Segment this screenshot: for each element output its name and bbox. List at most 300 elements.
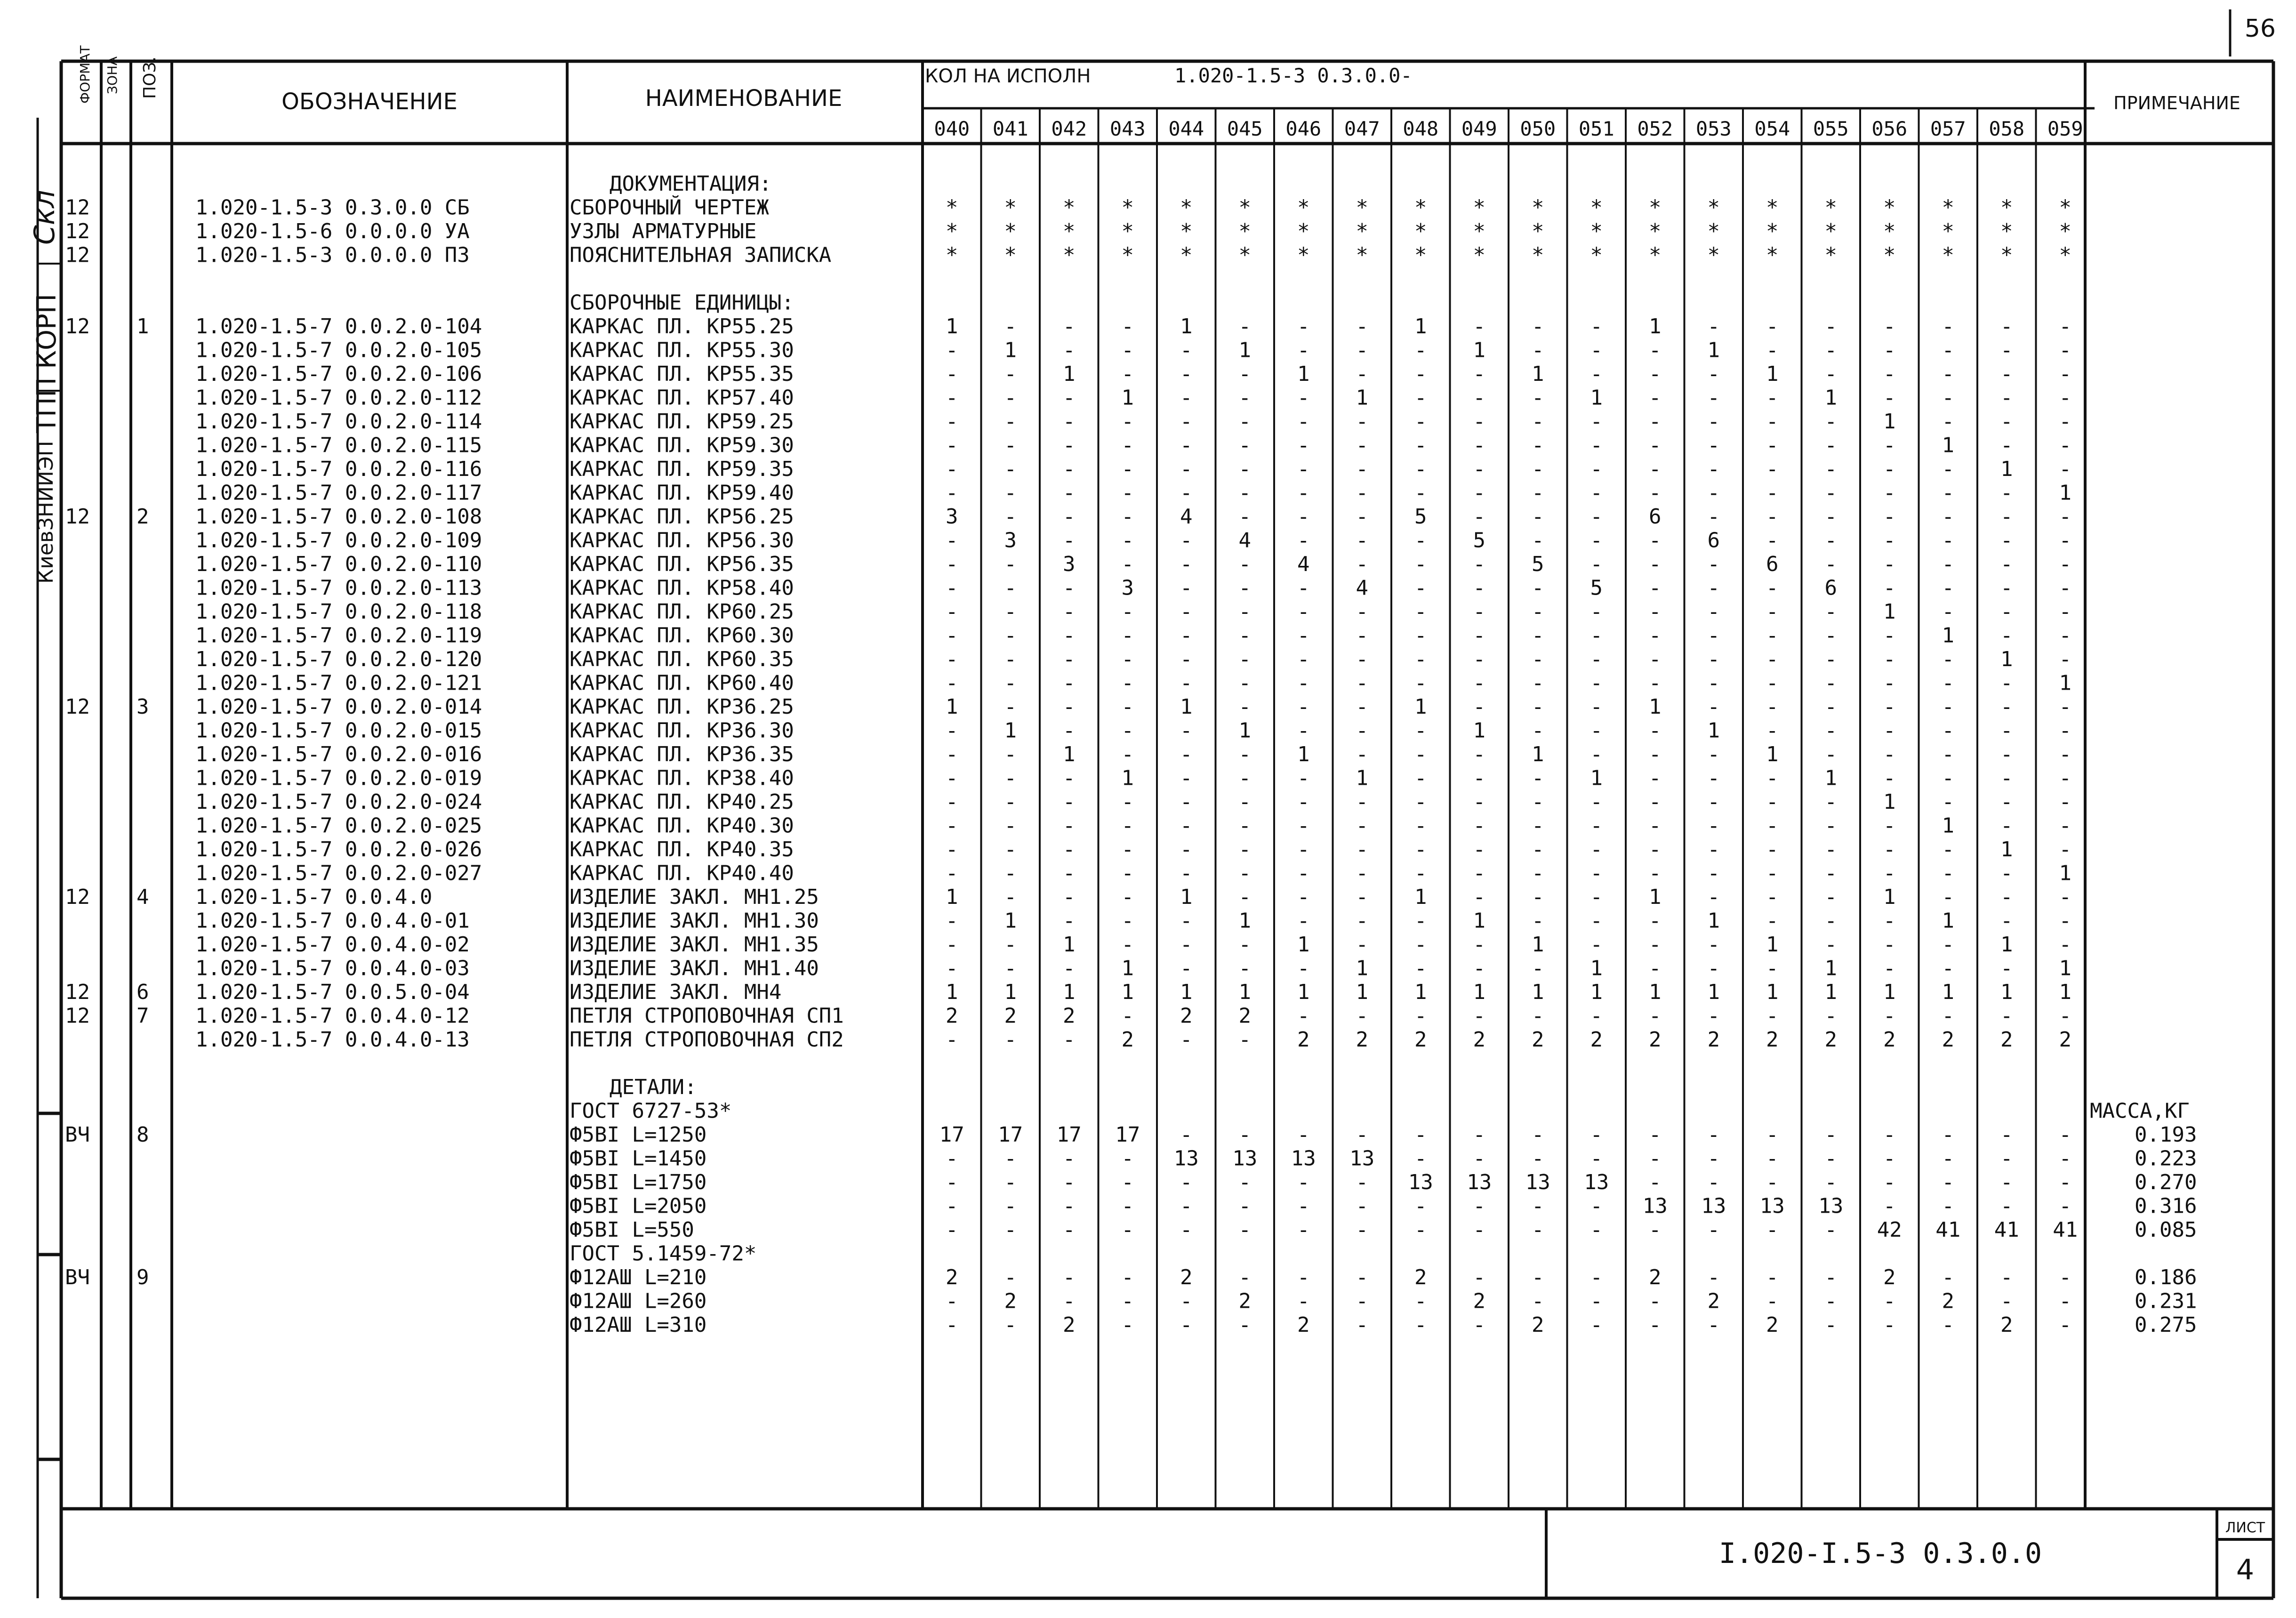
qty-cell: 17	[1056, 1123, 1082, 1147]
qty-cell: -	[1063, 386, 1076, 410]
qty-cell: -	[1532, 909, 1544, 933]
qty-cell: -	[946, 362, 958, 386]
qty-cell: -	[1238, 647, 1251, 671]
pos-cell: 9	[136, 1265, 149, 1289]
qty-cell: -	[1473, 813, 1485, 838]
qty-cell: -	[1590, 790, 1603, 814]
qty-cell: 1	[1942, 980, 1954, 1004]
qty-cell: 41	[2053, 1218, 2078, 1242]
qty-cell: -	[1121, 623, 1134, 648]
qty-cell: -	[1883, 481, 1896, 505]
qty-cell: -	[1590, 600, 1603, 624]
table-row	[570, 1147, 2197, 1171]
qty-cell: -	[1297, 338, 1310, 362]
qty-cell: -	[1649, 1289, 1662, 1313]
qty-cell: -	[1824, 600, 1837, 624]
qty-cell: 3	[946, 505, 958, 529]
qty-cell: -	[1356, 933, 1368, 957]
qty-cell: -	[1707, 837, 1720, 861]
qty-cell: -	[1532, 1194, 1544, 1218]
qty-cell: *	[1238, 219, 1251, 243]
qty-cell: *	[1473, 243, 1485, 267]
qty-cell: 1	[1649, 695, 1662, 719]
qty-cell: -	[1063, 410, 1076, 434]
qty-cell: -	[1824, 742, 1837, 766]
qty-cell: -	[1004, 386, 1017, 410]
name-cell: Ф12АШ L=210	[570, 1265, 707, 1289]
variant-header: 053	[1695, 117, 1732, 140]
qty-cell: -	[1824, 314, 1837, 338]
qty-cell: -	[1824, 790, 1837, 814]
qty-cell: -	[2059, 386, 2071, 410]
qty-cell: 4	[1297, 552, 1310, 576]
qty-cell: -	[1590, 885, 1603, 909]
qty-cell: 1	[2059, 671, 2071, 695]
qty-cell: -	[1356, 1170, 1368, 1194]
qty-cell: -	[1942, 410, 1954, 434]
header-format: ФОРМАТ	[77, 45, 93, 104]
qty-cell: -	[1590, 837, 1603, 861]
qty-cell: -	[1121, 718, 1134, 743]
document-code: I.020-I.5-3 0.3.0.0	[1718, 1537, 2042, 1570]
qty-cell: -	[1473, 481, 1485, 505]
qty-cell: -	[1004, 837, 1017, 861]
note-cell: 0.275	[2135, 1313, 2197, 1337]
qty-cell: -	[1883, 1123, 1896, 1147]
qty-cell: -	[1883, 362, 1896, 386]
qty-cell: -	[1121, 742, 1134, 766]
table-row	[195, 434, 2071, 458]
name-cell: ПЕТЛЯ СТРОПОВОЧНАЯ СП2	[570, 1028, 844, 1052]
qty-cell: -	[946, 766, 958, 790]
qty-cell: -	[1473, 1218, 1485, 1242]
qty-cell: -	[1004, 600, 1017, 624]
qty-cell: *	[1532, 195, 1544, 220]
qty-cell: -	[1883, 314, 1896, 338]
qty-cell: 2	[1180, 1004, 1193, 1028]
qty-cell: -	[1649, 600, 1662, 624]
qty-cell: 2	[1004, 1289, 1017, 1313]
qty-cell: -	[1824, 813, 1837, 838]
qty-cell: -	[2059, 837, 2071, 861]
qty-cell: -	[1121, 909, 1134, 933]
qty-cell: -	[1121, 885, 1134, 909]
qty-cell: -	[1590, 1265, 1603, 1289]
qty-cell: -	[1414, 1146, 1427, 1171]
qty-cell: -	[946, 647, 958, 671]
qty-cell: 2	[2059, 1028, 2071, 1052]
name-cell: КАРКАС ПЛ. КР60.30	[570, 623, 794, 648]
qty-cell: 1	[2000, 933, 2013, 957]
qty-cell: -	[1063, 1218, 1076, 1242]
qty-cell: -	[2059, 1004, 2071, 1028]
qty-cell: -	[1356, 1265, 1368, 1289]
qty-cell: -	[1707, 1218, 1720, 1242]
designation-cell: 1.020-1.5-7 0.0.2.0-121	[195, 671, 482, 695]
qty-cell: 1	[1473, 980, 1485, 1004]
qty-cell: -	[1590, 623, 1603, 648]
qty-cell: -	[1297, 1004, 1310, 1028]
qty-cell: -	[2000, 718, 2013, 743]
designation-cell: 1.020-1.5-7 0.0.2.0-108	[195, 505, 482, 529]
qty-cell: 13	[1525, 1170, 1550, 1194]
qty-cell: 5	[1532, 552, 1544, 576]
qty-cell: *	[1356, 195, 1368, 220]
qty-cell: -	[1649, 790, 1662, 814]
table-row	[570, 1170, 2197, 1194]
qty-cell: -	[1942, 1123, 1954, 1147]
qty-cell: -	[1649, 552, 1662, 576]
qty-cell: -	[1121, 457, 1134, 481]
qty-cell: -	[1414, 1313, 1427, 1337]
qty-cell: -	[946, 1194, 958, 1218]
qty-cell: -	[1766, 647, 1779, 671]
qty-cell: 1	[2059, 956, 2071, 981]
qty-cell: -	[1473, 1004, 1485, 1028]
qty-cell: -	[2000, 410, 2013, 434]
qty-cell: 1	[1180, 695, 1193, 719]
qty-cell: -	[1649, 1123, 1662, 1147]
qty-cell: -	[1824, 1289, 1837, 1313]
qty-cell: -	[1883, 766, 1896, 790]
qty-cell: 1	[1063, 980, 1076, 1004]
qty-cell: -	[1473, 1123, 1485, 1147]
qty-cell: -	[1297, 885, 1310, 909]
table-row	[65, 1265, 2197, 1289]
qty-cell: -	[1297, 861, 1310, 885]
qty-cell: -	[1942, 766, 1954, 790]
name-cell: КАРКАС ПЛ. КР56.35	[570, 552, 794, 576]
qty-cell: -	[1063, 718, 1076, 743]
qty-cell: -	[1238, 362, 1251, 386]
qty-cell: -	[1356, 410, 1368, 434]
qty-cell: 1	[1297, 980, 1310, 1004]
qty-cell: -	[1297, 1218, 1310, 1242]
qty-cell: -	[1824, 1146, 1837, 1171]
designation-cell: 1.020-1.5-7 0.0.4.0-13	[195, 1028, 470, 1052]
qty-cell: -	[1649, 386, 1662, 410]
qty-cell: -	[1180, 909, 1193, 933]
qty-cell: -	[1532, 1218, 1544, 1242]
qty-cell: -	[2000, 552, 2013, 576]
table-row	[570, 1099, 2190, 1123]
qty-cell: -	[1532, 766, 1544, 790]
format-cell: 12	[65, 695, 90, 719]
pos-cell: 3	[136, 695, 149, 719]
qty-cell: *	[1532, 243, 1544, 267]
qty-cell: -	[2000, 505, 2013, 529]
qty-cell: -	[1297, 1194, 1310, 1218]
qty-cell: -	[1356, 552, 1368, 576]
sheet-number: 4	[2236, 1554, 2255, 1586]
name-cell: КАРКАС ПЛ. КР57.40	[570, 386, 794, 410]
format-cell: 12	[65, 219, 90, 243]
qty-cell: -	[1356, 909, 1368, 933]
qty-cell: -	[1356, 885, 1368, 909]
designation-cell: 1.020-1.5-7 0.0.2.0-113	[195, 576, 482, 600]
qty-cell: -	[1532, 528, 1544, 553]
qty-cell: -	[1414, 433, 1427, 458]
qty-cell: -	[1590, 1194, 1603, 1218]
qty-cell: -	[946, 600, 958, 624]
qty-cell: -	[1883, 671, 1896, 695]
qty-cell: -	[946, 481, 958, 505]
qty-cell: -	[1824, 410, 1837, 434]
qty-cell: -	[1532, 813, 1544, 838]
qty-cell: 1	[1414, 695, 1427, 719]
qty-cell: -	[1063, 647, 1076, 671]
qty-cell: 2	[2000, 1028, 2013, 1052]
table-row	[195, 671, 2071, 695]
qty-cell: -	[946, 433, 958, 458]
qty-cell: -	[2059, 433, 2071, 458]
qty-cell: *	[1942, 243, 1954, 267]
qty-cell: -	[1942, 695, 1954, 719]
qty-cell: -	[1180, 1170, 1193, 1194]
qty-cell: -	[1356, 1123, 1368, 1147]
qty-cell: 1	[1238, 338, 1251, 362]
qty-cell: -	[2059, 1123, 2071, 1147]
qty-cell: 1	[1063, 362, 1076, 386]
qty-cell: -	[1063, 314, 1076, 338]
qty-cell: -	[1824, 671, 1837, 695]
qty-cell: -	[1942, 1004, 1954, 1028]
qty-cell: -	[946, 457, 958, 481]
qty-cell: -	[1238, 885, 1251, 909]
format-cell: ВЧ	[65, 1123, 90, 1147]
qty-cell: -	[2000, 885, 2013, 909]
qty-cell: -	[1414, 1004, 1427, 1028]
qty-cell: -	[1121, 1146, 1134, 1171]
qty-cell: -	[2000, 433, 2013, 458]
header-pos: ПОЗ.	[140, 56, 160, 99]
qty-cell: -	[2059, 600, 2071, 624]
name-cell: КАРКАС ПЛ. КР56.25	[570, 505, 794, 529]
qty-cell: -	[1942, 1313, 1954, 1337]
table-row	[195, 529, 2071, 553]
qty-cell: -	[946, 956, 958, 981]
qty-cell: -	[1766, 1123, 1779, 1147]
qty-cell: -	[1532, 718, 1544, 743]
qty-cell: -	[1473, 576, 1485, 600]
qty-cell: 1	[1473, 909, 1485, 933]
qty-cell: -	[1121, 433, 1134, 458]
title-block	[1546, 1509, 2273, 1598]
name-cell: ДОКУМЕНТАЦИЯ:	[610, 172, 772, 196]
name-cell: КАРКАС ПЛ. КР56.30	[570, 528, 794, 553]
qty-cell: 13	[1818, 1194, 1844, 1218]
qty-cell: -	[1707, 790, 1720, 814]
qty-cell: -	[1238, 671, 1251, 695]
qty-cell: -	[1004, 481, 1017, 505]
qty-cell: -	[1649, 647, 1662, 671]
qty-cell: *	[946, 243, 958, 267]
qty-cell: 1	[1942, 813, 1954, 838]
qty-cell: -	[946, 671, 958, 695]
qty-cell: -	[1766, 861, 1779, 885]
qty-cell: -	[1180, 1313, 1193, 1337]
qty-cell: -	[1707, 314, 1720, 338]
qty-cell: 1	[1649, 314, 1662, 338]
designation-cell: 1.020-1.5-7 0.0.2.0-016	[195, 742, 482, 766]
designation-cell: 1.020-1.5-7 0.0.2.0-104	[195, 314, 482, 338]
qty-cell: -	[1180, 576, 1193, 600]
qty-cell: -	[1766, 909, 1779, 933]
name-cell: СБОРОЧНЫЕ ЕДИНИЦЫ:	[570, 290, 794, 315]
qty-cell: -	[1649, 956, 1662, 981]
table-row	[195, 457, 2071, 481]
qty-cell: -	[2059, 528, 2071, 553]
qty-cell: 2	[1473, 1028, 1485, 1052]
designation-cell: 1.020-1.5-7 0.0.2.0-110	[195, 552, 482, 576]
qty-cell: -	[1766, 433, 1779, 458]
qty-cell: *	[1942, 219, 1954, 243]
qty-cell: -	[2059, 410, 2071, 434]
qty-cell: -	[1707, 600, 1720, 624]
qty-cell: -	[2000, 813, 2013, 838]
qty-cell: 1	[1590, 980, 1603, 1004]
qty-cell: -	[1766, 671, 1779, 695]
qty-cell: 1	[1004, 909, 1017, 933]
qty-cell: -	[1121, 671, 1134, 695]
qty-cell: -	[1649, 861, 1662, 885]
qty-cell: -	[1883, 1313, 1896, 1337]
format-cell: 12	[65, 195, 90, 220]
qty-cell: -	[1063, 956, 1076, 981]
qty-cell: -	[1180, 1194, 1193, 1218]
qty-cell: *	[1883, 219, 1896, 243]
qty-cell: -	[1238, 1313, 1251, 1337]
qty-cell: -	[1238, 481, 1251, 505]
qty-cell: *	[1824, 219, 1837, 243]
qty-cell: -	[1414, 813, 1427, 838]
qty-cell: -	[1473, 742, 1485, 766]
qty-cell: -	[1180, 1028, 1193, 1052]
qty-cell: -	[1063, 1289, 1076, 1313]
qty-cell: -	[1356, 790, 1368, 814]
note-cell: 0.270	[2135, 1170, 2197, 1194]
table-row	[195, 552, 2071, 576]
qty-cell: -	[1649, 933, 1662, 957]
designation-cell: 1.020-1.5-7 0.0.2.0-026	[195, 837, 482, 861]
qty-cell: -	[1414, 1218, 1427, 1242]
qty-cell: *	[1590, 195, 1603, 220]
qty-cell: -	[1824, 1004, 1837, 1028]
qty-cell: -	[1121, 410, 1134, 434]
qty-cell: -	[1707, 481, 1720, 505]
qty-cell: *	[1649, 195, 1662, 220]
format-cell: 12	[65, 243, 90, 267]
qty-cell: -	[1707, 813, 1720, 838]
qty-cell: -	[1356, 314, 1368, 338]
qty-cell: -	[1121, 1194, 1134, 1218]
qty-cell: *	[1590, 243, 1603, 267]
table-row	[195, 766, 2071, 790]
table-row	[195, 362, 2071, 386]
qty-cell: 1	[1590, 386, 1603, 410]
qty-cell: *	[1473, 219, 1485, 243]
qty-cell: 2	[1532, 1313, 1544, 1337]
qty-cell: 1	[1004, 338, 1017, 362]
qty-cell: -	[1238, 956, 1251, 981]
qty-cell: -	[1883, 433, 1896, 458]
qty-cell: -	[1414, 933, 1427, 957]
qty-cell: -	[1883, 861, 1896, 885]
qty-cell: 2	[1238, 1004, 1251, 1028]
qty-cell: -	[1297, 1123, 1310, 1147]
qty-cell: -	[1942, 671, 1954, 695]
qty-cell: -	[1883, 457, 1896, 481]
table-row	[65, 695, 2071, 719]
side-stamp	[28, 118, 62, 596]
qty-cell: -	[1238, 1265, 1251, 1289]
qty-cell: -	[1297, 457, 1310, 481]
table-row	[195, 837, 2071, 861]
variant-header: 047	[1344, 117, 1380, 140]
qty-cell: -	[1883, 338, 1896, 362]
qty-cell: 1	[1238, 909, 1251, 933]
qty-cell: *	[1238, 195, 1251, 220]
qty-cell: *	[1121, 219, 1134, 243]
qty-cell: -	[1414, 671, 1427, 695]
qty-cell: 13	[1584, 1170, 1609, 1194]
qty-cell: -	[1942, 647, 1954, 671]
qty-cell: 1	[1942, 433, 1954, 458]
qty-cell: *	[1883, 195, 1896, 220]
qty-cell: -	[1297, 481, 1310, 505]
qty-cell: -	[1824, 505, 1837, 529]
qty-cell: -	[1883, 956, 1896, 981]
qty-cell: -	[1473, 386, 1485, 410]
qty-cell: 1	[1824, 980, 1837, 1004]
qty-cell: 1	[1707, 718, 1720, 743]
qty-cell: 1	[1180, 980, 1193, 1004]
qty-cell: -	[1063, 576, 1076, 600]
variant-header: 051	[1578, 117, 1614, 140]
qty-cell: -	[1356, 647, 1368, 671]
qty-cell: 13	[1232, 1146, 1258, 1171]
qty-cell: -	[2000, 1289, 2013, 1313]
qty-cell: 4	[1238, 528, 1251, 553]
qty-cell: -	[1473, 600, 1485, 624]
qty-cell: -	[2000, 528, 2013, 553]
name-cell: КАРКАС ПЛ. КР38.40	[570, 766, 794, 790]
table-row	[195, 1028, 2071, 1052]
designation-cell: 1.020-1.5-7 0.0.2.0-105	[195, 338, 482, 362]
qty-cell: 1	[1356, 980, 1368, 1004]
qty-cell: -	[1707, 861, 1720, 885]
qty-cell: -	[1473, 433, 1485, 458]
qty-cell: -	[1063, 481, 1076, 505]
qty-cell: -	[1532, 956, 1544, 981]
qty-cell: -	[1883, 813, 1896, 838]
qty-cell: -	[946, 1146, 958, 1171]
qty-cell: -	[1180, 1123, 1193, 1147]
qty-cell: 1	[1121, 386, 1134, 410]
qty-cell: -	[1414, 410, 1427, 434]
qty-cell: -	[1707, 933, 1720, 957]
name-cell: КАРКАС ПЛ. КР60.40	[570, 671, 794, 695]
name-cell: Ф12АШ L=260	[570, 1289, 707, 1313]
qty-cell: -	[946, 790, 958, 814]
qty-cell: -	[1532, 481, 1544, 505]
qty-cell: -	[1121, 1218, 1134, 1242]
qty-cell: -	[1063, 861, 1076, 885]
qty-cell: -	[946, 386, 958, 410]
qty-cell: -	[1414, 861, 1427, 885]
qty-cell: 1	[1063, 742, 1076, 766]
variant-header: 057	[1930, 117, 1966, 140]
